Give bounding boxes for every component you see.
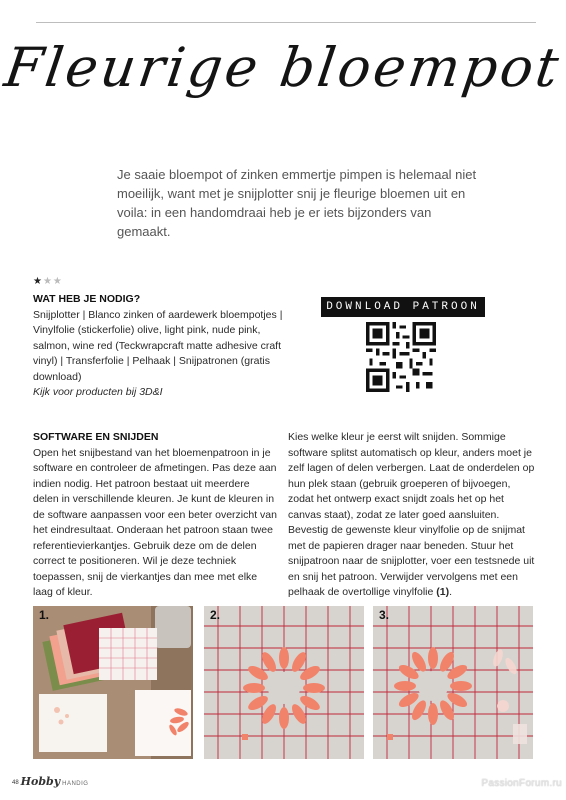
software-column-2 — [288, 430, 536, 601]
qr-code-icon[interactable] — [366, 322, 436, 392]
star-filled-icon: ★ — [33, 276, 43, 287]
materials-section — [33, 292, 293, 401]
software-column-1 — [33, 430, 278, 601]
star-empty-icon: ★★ — [42, 276, 63, 287]
photo-number-1: 1. — [39, 608, 50, 622]
software-text-1: Open het snijbestand van het bloemenpatroon in je software en controleer de afmetingen. Pas deze aan indien nodig. Het patroon bestaat uit meerdere delen in verschillende kleuren. Je kunt de kleuren in de software aanpassen voor een beter overzicht van het eindresultaat. Onderaan het patroon staan twee referentievierkantjes. Gebruik deze om de delen correct te positioneren. Wil je deze techniek toepassen, snij de vierkantjes dan mee met elke laag of kleur. — [33, 446, 277, 598]
materials-heading: WAT HEB JE NODIG? — [33, 293, 141, 305]
download-pattern-label[interactable]: DOWNLOAD PATROON — [321, 297, 485, 317]
photo-number-3: 3. — [379, 608, 390, 622]
magazine-logo-sub: HANDIG — [62, 781, 89, 787]
step-photo-3 — [373, 606, 533, 759]
intro-text: Je saaie bloempot of zinken emmertje pimpen is helemaal niet moeilijk, want met je snijplotter snij je fleurige bloemen uit en voila: in een handomdraai heb je er iets bijzonders van gemaakt. — [117, 167, 477, 239]
figure-reference: (1) — [436, 586, 450, 598]
top-rule — [36, 22, 536, 23]
photo-number-2: 2. — [210, 608, 221, 622]
magazine-logo: Hobby — [20, 775, 61, 788]
difficulty-rating — [33, 276, 63, 287]
weeded-flower-illustration — [373, 606, 533, 759]
cutting-mat-flower-illustration — [204, 606, 364, 759]
sentence-end: . — [449, 586, 453, 598]
vinyl-sheets-illustration — [33, 606, 193, 759]
materials-note: Kijk voor producten bij 3D&I — [33, 386, 163, 398]
software-text-2: Kies welke kleur je eerst wilt snijden. Sommige software splitst automatisch op kleur, anders moet je zelf lagen of delen verbergen. Laat de onderdelen op hun plek staan (gebruik groeperen of bijvoegen, zodat het ontwerp exact snijdt zoals het op het canvas staat), zodat ze later goed aansluiten. Bevestig de gewenste kleur vinylfolie op de snijmat met de papieren drager naar beneden. Stuur het snijpatroon naar de snijplotter, voer een testsnede uit en snij het patroon. Verwijder vervolgens met een pelhaak de overtollige vinylfolie — [288, 431, 535, 598]
footer-branding — [12, 775, 88, 788]
page-number: 48 — [12, 780, 19, 787]
watermark: PassionForum.ru — [481, 778, 562, 789]
step-photo-2 — [204, 606, 364, 759]
step-photo-1 — [33, 606, 193, 759]
page-title: Fleurige bloempot — [0, 36, 566, 99]
software-heading: SOFTWARE EN SNIJDEN — [33, 431, 159, 443]
materials-list: Snijplotter | Blanco zinken of aardewerk bloempotjes | Vinylfolie (stickerfolie) olive, light pink, nude pink, salmon, wine red (Teckwrapcraft matte adhesive craft vinyl) | Transferfolie | Pelhaak | Snijpatronen (gratis download) — [33, 308, 283, 383]
